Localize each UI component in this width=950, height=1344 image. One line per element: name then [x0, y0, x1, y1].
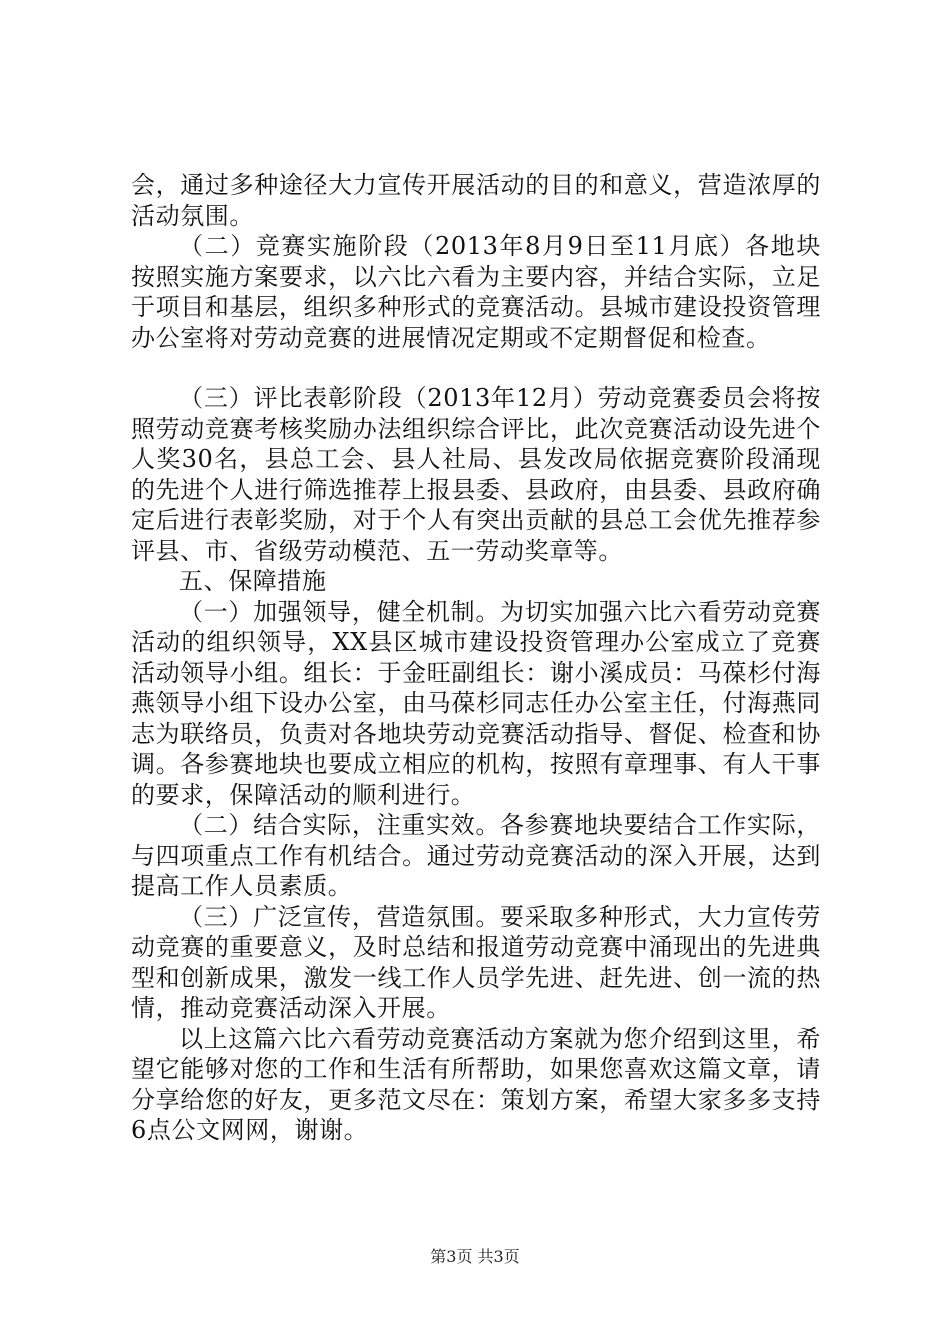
paragraph-continuation: 会，通过多种途径大力宣传开展活动的目的和意义，营造浓厚的活动氛围。 [131, 171, 821, 230]
paragraph-practical-results: （二）结合实际，注重实效。各参赛地块要结合工作实际，与四项重点工作有机结合。通过劳动竞赛活动的深入开展，达到提高工作人员素质。 [131, 811, 821, 900]
paragraph-publicity: （三）广泛宣传，营造氛围。要采取多种形式，大力宣传劳动竞赛的重要意义，及时总结和报道劳动竞赛中涌现出的先进典型和创新成果，激发一线工作人员学先进、赶先进、创一流的热情，推动竞赛活动深入开展。 [131, 902, 821, 1022]
paragraph-stage-implementation: （二）竞赛实施阶段（2013年8月9日至11月底）各地块按照实施方案要求，以六比六看为主要内容，并结合实际，立足于项目和基层，组织多种形式的竞赛活动。县城市建设投资管理办公室将对劳动竞赛的进展情况定期或不定期督促和检查。 [131, 232, 821, 352]
section-heading-safeguards: 五、保障措施 [179, 567, 327, 595]
page-number-footer: 第3页 共3页 [430, 1247, 520, 1266]
document-body [131, 170, 821, 1146]
paragraph-closing: 以上这篇六比六看劳动竞赛活动方案就为您介绍到这里，希望它能够对您的工作和生活有所帮助，如果您喜欢这篇文章，请分享给您的好友，更多范文尽在：策划方案，希望大家多多支持6点公文网网，谢谢。 [131, 1024, 821, 1144]
paragraph-leadership: （一）加强领导，健全机制。为切实加强六比六看劳动竞赛活动的组织领导，XX县区城市建设投资管理办公室成立了竞赛活动领导小组。组长：于金旺副组长：谢小溪成员：马葆杉付海燕领导小组下设办公室，由马葆杉同志任办公室主任，付海燕同志为联络员，负责对各地块劳动竞赛活动指导、督促、检查和协调。各参赛地块也要成立相应的机构，按照有章理事、有人干事的要求，保障活动的顺利进行。 [131, 597, 821, 809]
paragraph-stage-evaluation: （三）评比表彰阶段（2013年12月）劳动竞赛委员会将按照劳动竞赛考核奖励办法组织综合评比，此次竞赛活动设先进个人奖30名，县总工会、县人社局、县发改局依据竞赛阶段涌现的先进个人进行筛选推荐上报县委、县政府，由县委、县政府确定后进行表彰奖励，对于个人有突出贡献的县总工会优先推荐参评县、市、省级劳动模范、五一劳动奖章等。 [131, 384, 821, 565]
